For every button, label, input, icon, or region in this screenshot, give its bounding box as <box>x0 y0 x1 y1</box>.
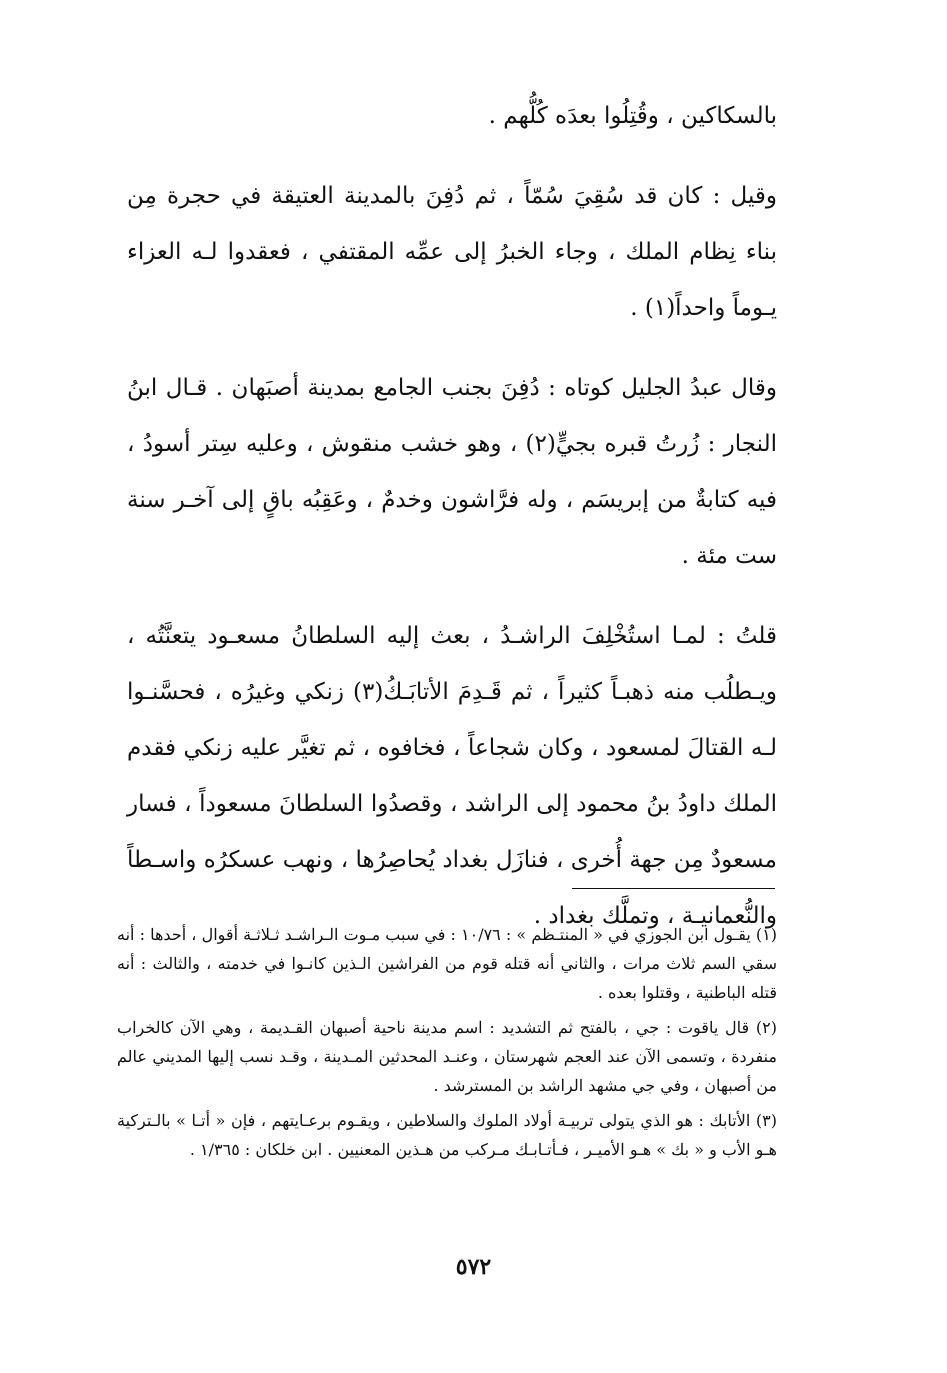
main-text <box>127 88 777 944</box>
footnote-2: (٢) قال ياقوت : جي ، بالفتح ثم التشديد : اسم مدينة ناحية أصبهان القـديمة ، وهي الآن كالخراب منفردة ، وتسمى الآن عند العجم شهرستان ، وعنـد المحدثين المـدينة ، وقـد نسب إليها المديني عالم من أصبهان ، وفي جي مشهد الراشد بن المسترشد . <box>117 1018 777 1095</box>
footnote-1: (١) يقـول ابن الجوزي في « المنتـظم » : ١٠/٧٦ : في سبب مـوت الـراشـد ثـلاثـة أقوال ، أحدها : أنه سقي السم ثلاث مرات ، والثاني أنه قتله قوم من الفراشين الـذين كانـوا في خدمته ، والثالث : أنه قتله الباطنية ، وقتلوا بعده . <box>117 925 778 1002</box>
paragraph-3: وقال عبدُ الجليل كوتاه : دُفِنَ بجنب الجامع بمدينة أصبَهان . قـال ابنُ النجار : زُرتُ قبره بجيٍّ(٢) ، وهو خشب منقوش ، وعليه سِتر أسودُ ، فيه كتابةٌ من إبريسَم ، وله فرَّاشون وخدمٌ ، وعَقِبُه باقٍ إلى آخـر سنة ست مئة . <box>127 375 777 569</box>
paragraph-2: وقيل : كان قد سُقِيَ سُمّاً ، ثم دُفِنَ بالمدينة العتيقة في حجرة مِن بناء نِظام الملك ، وجاء الخبرُ إلى عمِّه المقتفي ، فعقدوا لـه العزاء يـوماً واحداً(١) . <box>127 183 777 321</box>
paragraph-1: بالسكاكين ، وقُتِلُوا بعدَه كُلُّهم . <box>488 103 777 129</box>
footnotes <box>117 920 777 1170</box>
footnote-3: (٣) الأتابك : هو الذي يتولى تربيـة أولاد الملوك والسلاطين ، ويقـوم برعـايتهم ، فإن « أتـا » بالـتركية هـو الأب و « بك » هـو الأميـر ، فـأتـابـك مـركب من هـذين المعنيين . ابن خلكان : ١/٣٦٥ . <box>117 1111 777 1159</box>
footnote-divider <box>572 888 775 889</box>
paragraph-4: قلتُ : لمـا استُخْلِفَ الراشـدُ ، بعث إليه السلطانُ مسعـود يتعنَّتُه ، ويـطلُب منه ذهبـاً كثيراً ، ثم قَـدِمَ الأتابَـكُ(٣) زنكي وغيرُه ، فحسَّنـوا لـه القتالَ لمسعود ، وكان شجاعاً ، فخافوه ، ثم تغيَّر عليه زنكي فقدم الملك داودُ بنُ محمود إلى الراشد ، وقصدُوا السلطانَ مسعوداً ، فسار مسعودٌ مِن جهة أُخرى ، فنازَل بغداد يُحاصِرُها ، ونهب عسكرُه واسـطاً والنُّعمانيـة ، وتملَّك بغداد . <box>127 623 777 929</box>
page-number: ٥٧٢ <box>455 1254 492 1280</box>
